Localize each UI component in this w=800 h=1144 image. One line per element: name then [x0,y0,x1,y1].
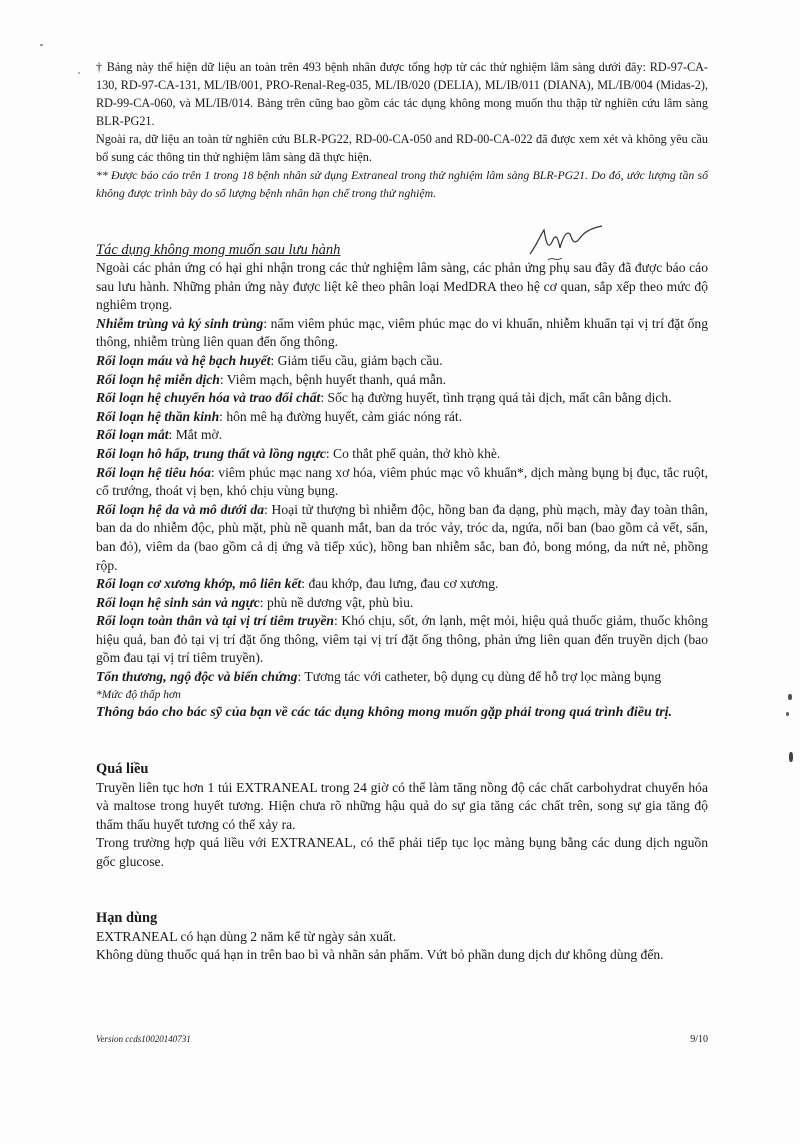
ae-item [96,371,708,390]
ae-item [96,389,708,408]
ae-category: Rối loạn toàn thân và tại vị trí tiêm truyền [96,613,334,629]
ae-text: : viêm phúc mạc nang xơ hóa, viêm phúc mạc vô khuẩn*, dịch màng bụng bị đục, tắc ruột, cổ trướng, thoát vị bẹn, khó chịu vùng bụng. [96,464,709,499]
ae-category: Rối loạn hệ thần kinh [96,408,220,424]
ae-text: : Tương tác với catheter, bộ dụng cụ dùng để hỗ trợ lọc màng bụng [297,669,662,685]
scan-speck [786,712,789,716]
dagger-note: † Bảng này thể hiện dữ liệu an toàn trên 493 bệnh nhân được tổng hợp từ các thử nghiệm lâm sàng dưới đây: RD-97-CA-130, RD-97-CA-131, ML/IB/001, PRO-Renal-Reg-035, ML/IB/020 (DELIA), ML/IB/011 (DIANA), ML/IB/004 (Midas-2), RD-99-CA-060, và ML/IB/014. Bảng trên cũng bao gồm các tác dụng không mong muốn thu thập từ nghiên cứu lâm sàng BLR-PG21. [96,60,708,128]
page-number: 9/10 [690,1034,708,1045]
ae-category: Nhiễm trùng và ký sinh trùng [96,315,264,331]
post-marketing-section [96,259,708,723]
overdose-paragraph: Truyền liên tục hơn 1 túi EXTRANEAL trong 24 giờ có thể làm tăng nồng độ các chất carbohydrat chuyển hóa và maltose trong huyết tương. Hiện chưa rõ những hậu quả do sự gia tăng các chất trên, song sự gia tăng độ thẩm thấu huyết tương có thể xảy ra. [96,779,708,832]
ae-text: : phù nề dương vật, phù bìu. [259,594,414,610]
overdose-heading: Quá liều [96,760,149,777]
ae-text: : Sốc hạ đường huyết, tình trạng quá tải dịch, mất cân bằng dịch. [320,390,672,406]
ae-category: Rối loạn máu và hệ bạch huyết [96,352,271,368]
version-label: Version ccds10020140731 [96,1034,191,1044]
ae-item [96,445,708,464]
ae-item [96,464,708,501]
ae-text: : Hoại tử thượng bì nhiễm độc, hồng ban đa dạng, phù mạch, mày đay toàn thân, ban da do nhiễm độc, phù mặt, phù nề quanh mắt, ban da tróc vảy, tróc da, ngứa, nổi ban (bao gồm cả vết, sẩn, ban đỏ), viêm da (bao gồm cả dị ứng và tiếp xúc), hồng ban nhiễm sắc, ban đỏ, bong móng, da nứt nẻ, phồng rộp. [96,501,708,573]
ae-text: : Giảm tiểu cầu, giảm bạch cầu. [270,352,443,368]
safety-notes [96,58,708,202]
ae-text: : Viêm mạch, bệnh huyết thanh, quá mẫn. [219,371,447,387]
ae-item [96,501,708,575]
scan-speck [40,44,43,46]
ae-text: : đau khớp, đau lưng, đau cơ xương. [301,576,499,592]
ae-item [96,315,708,352]
overdose-paragraph: Trong trường hợp quá liều với EXTRANEAL, có thể phải tiếp tục lọc màng bụng bằng các dung dịch nguồn gốc glucose. [96,835,708,870]
shelf-life-paragraph: EXTRANEAL có hạn dùng 2 năm kể từ ngày sản xuất. [96,928,397,944]
post-marketing-intro: Ngoài các phản ứng có hại ghi nhận trong các thử nghiệm lâm sàng, các phản ứng phụ sau đây đã được báo cáo sau lưu hành. Những phản ứng này được liệt kê theo phân loại MedDRA theo hệ cơ quan, sắp xếp theo mức độ nghiêm trọng. [96,260,708,313]
overdose-section [96,779,708,872]
ae-item [96,352,708,371]
additional-note: Ngoài ra, dữ liệu an toàn từ nghiên cứu BLR-PG22, RD-00-CA-050 and RD-00-CA-022 đã được xem xét và không yêu cầu bổ sung các thông tin thử nghiệm lâm sàng đã thực hiện. [96,132,708,164]
ae-category: Rối loạn hệ sinh sản và ngực [96,594,260,610]
ae-item [96,426,708,445]
ae-item [96,408,708,427]
scan-speck [78,72,80,74]
page-footer [96,1034,708,1044]
ae-text: : Khó chịu, sốt, ớn lạnh, mệt mỏi, hiệu quả thuốc giảm, thuốc không hiệu quả, ban đỏ tại vị trí đặt ống thông, viêm tại vị trí đặt ống thông, phản ứng liên quan đến truyền dịch (bao gồm đau tại vị trí tiêm truyền). [96,613,708,666]
scan-speck [789,752,793,762]
scan-speck [788,694,792,700]
shelf-life-paragraph: Không dùng thuốc quá hạn in trên bao bì và nhãn sản phẩm. Vứt bỏ phần dung dịch dư không dùng đến. [96,947,664,963]
document-page [96,58,708,965]
ae-category: Rối loạn hô hấp, trung thất và lồng ngực [96,445,326,461]
severity-footnote: *Mức độ thấp hơn [96,688,181,701]
ae-text: : nấm viêm phúc mạc, viêm phúc mạc do vi khuẩn, nhiễm khuẩn tại vị trí đặt ống thông, nhiễm trùng liên quan đến ống thông. [96,315,708,350]
ae-category: Rối loạn hệ chuyển hóa và trao đổi chất [96,390,321,406]
ae-item [96,668,708,687]
shelf-life-section [96,928,708,965]
ae-category: Rối loạn hệ miễn dịch [96,371,220,387]
ae-text: : hôn mê hạ đường huyết, cảm giác nóng rát. [219,408,463,424]
ae-category: Rối loạn hệ tiêu hóa [96,464,211,480]
ae-text: : Co thắt phế quản, thở khò khè. [325,445,501,461]
ae-item [96,612,708,668]
post-marketing-heading: Tác dụng không mong muốn sau lưu hành [96,242,341,258]
ae-category: Rối loạn hệ da và mô dưới da [96,501,264,517]
ae-category: Tổn thương, ngộ độc và biến chứng [96,669,298,685]
shelf-life-heading: Hạn dùng [96,909,158,926]
ae-text: : Mắt mờ. [168,427,223,443]
ae-category: Rối loạn mắt [96,427,169,443]
ae-item [96,594,708,613]
double-star-note: ** Được báo cáo trên 1 trong 18 bệnh nhân sử dụng Extraneal trong thử nghiệm lâm sàng BLR-PG21. Do đó, ước lượng tần số không được trình bày do số lượng bệnh nhân hạn chế trong thử nghiệm. [96,168,708,200]
doctor-warning: Thông báo cho bác sỹ của bạn về các tác dụng không mong muốn gặp phải trong quá trình điều trị. [96,704,673,720]
ae-item [96,575,708,594]
ae-category: Rối loạn cơ xương khớp, mô liên kết [96,576,302,592]
